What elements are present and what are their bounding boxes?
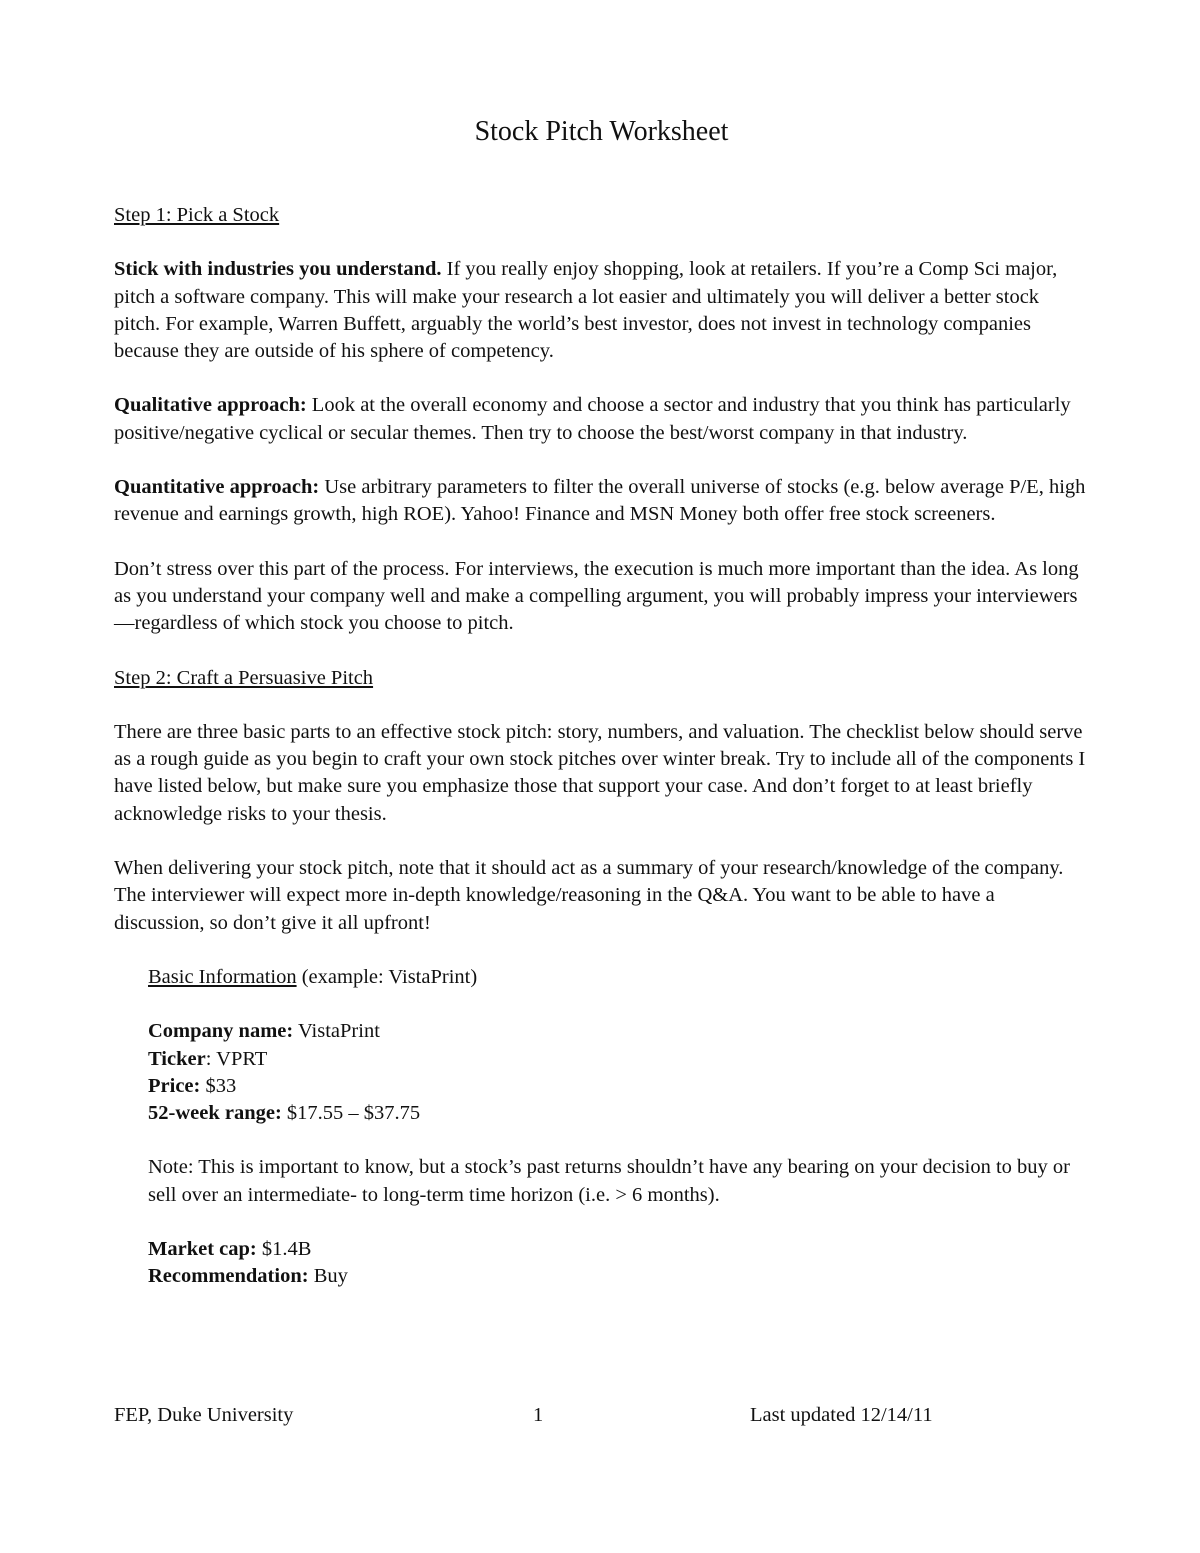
step1-paragraph-qualitative-text: Look at the overall economy and choose a sector and industry that you think has particularly positive/negative cyclical or secular themes. Then try to choose the best/worst company in that industry.	[114, 394, 1071, 444]
page-footer	[114, 1402, 1089, 1432]
range-value: $17.55 – $37.75	[281, 1102, 421, 1125]
basic-info-fields-2	[148, 1236, 1089, 1291]
recommendation-value: Buy	[308, 1265, 348, 1288]
footer-page-number: 1	[533, 1404, 544, 1426]
price-row	[148, 1073, 1089, 1100]
range-label: 52-week range:	[148, 1102, 282, 1125]
step2-paragraph-delivering: When delivering your stock pitch, note that it should act as a summary of your research/knowledge of the company. The interviewer will expect more in-depth knowledge/reasoning in the Q&A. You want to be able to have a discussion, so don’t give it all upfront!	[114, 857, 1064, 934]
document-body	[114, 112, 1089, 1291]
footer-last-updated: Last updated 12/14/11	[750, 1404, 933, 1426]
basic-info-fields	[148, 1018, 1089, 1127]
footer-organization: FEP, Duke University	[114, 1404, 294, 1426]
basic-info-heading-underlined: Basic Information	[148, 965, 297, 988]
step1-paragraph-quantitative-lead: Quantitative approach:	[114, 476, 320, 499]
ticker-label: Ticker	[148, 1047, 206, 1070]
basic-info-section	[148, 964, 1089, 1291]
company-name-row	[148, 1018, 1089, 1045]
basic-info-heading	[148, 964, 1089, 991]
ticker-value: : VPRT	[205, 1047, 268, 1070]
step1-heading: Step 1: Pick a Stock	[114, 204, 280, 226]
market-cap-value: $1.4B	[256, 1238, 312, 1261]
step2-heading: Step 2: Craft a Persuasive Pitch	[114, 666, 374, 689]
step1-paragraph-dont-stress: Don’t stress over this part of the process. For interviews, the execution is much more important than the idea. As long as you understand your company well and make a compelling argument, you will probably impress your interviewers—regardless of which stock you choose to pitch.	[114, 557, 1079, 635]
market-cap-label: Market cap:	[148, 1238, 257, 1261]
step1-paragraph-qualitative	[114, 392, 1089, 447]
basic-info-heading-example: (example: VistaPrint)	[296, 965, 478, 988]
basic-info-note: Note: This is important to know, but a stock’s past returns shouldn’t have any bearing on your decision to buy or sell over an intermediate- to long-term time horizon (i.e. > 6 months).	[148, 1156, 1070, 1206]
step1-paragraph-industries-text: If you really enjoy shopping, look at retailers. If you’re a Comp Sci major, pitch a software company. This will make your research a lot easier and ultimately you will deliver a better stock pitch. For example, Warren Buffett, arguably the world’s best investor, does not invest in technology companies because they are outside of his sphere of competency.	[114, 258, 1058, 363]
recommendation-label: Recommendation:	[148, 1265, 309, 1288]
range-row	[148, 1100, 1089, 1127]
step1-paragraph-industries	[114, 256, 1089, 365]
step1-paragraph-industries-lead: Stick with industries you understand.	[114, 258, 442, 281]
recommendation-row	[148, 1263, 1089, 1290]
price-label: Price:	[148, 1074, 201, 1097]
step1-paragraph-quantitative-text: Use arbitrary parameters to filter the overall universe of stocks (e.g. below average P/E, high revenue and earnings growth, high ROE). Yahoo! Finance and MSN Money both offer free stock screeners.	[114, 476, 1086, 526]
company-name-label: Company name:	[148, 1020, 294, 1043]
document-title: Stock Pitch Worksheet	[474, 116, 729, 147]
market-cap-row	[148, 1236, 1089, 1263]
step1-paragraph-qualitative-lead: Qualitative approach:	[114, 394, 307, 417]
company-name-value: VistaPrint	[293, 1020, 380, 1043]
price-value: $33	[200, 1074, 237, 1097]
step2-paragraph-three-parts: There are three basic parts to an effective stock pitch: story, numbers, and valuation. The checklist below should serve as a rough guide as you begin to craft your own stock pitches over winter break. Try to include all of the components I have listed below, but make sure you emphasize those that support your case. And don’t forget to at least briefly acknowledge risks to your thesis.	[114, 720, 1086, 825]
step1-paragraph-quantitative	[114, 474, 1089, 529]
ticker-row	[148, 1046, 1089, 1073]
